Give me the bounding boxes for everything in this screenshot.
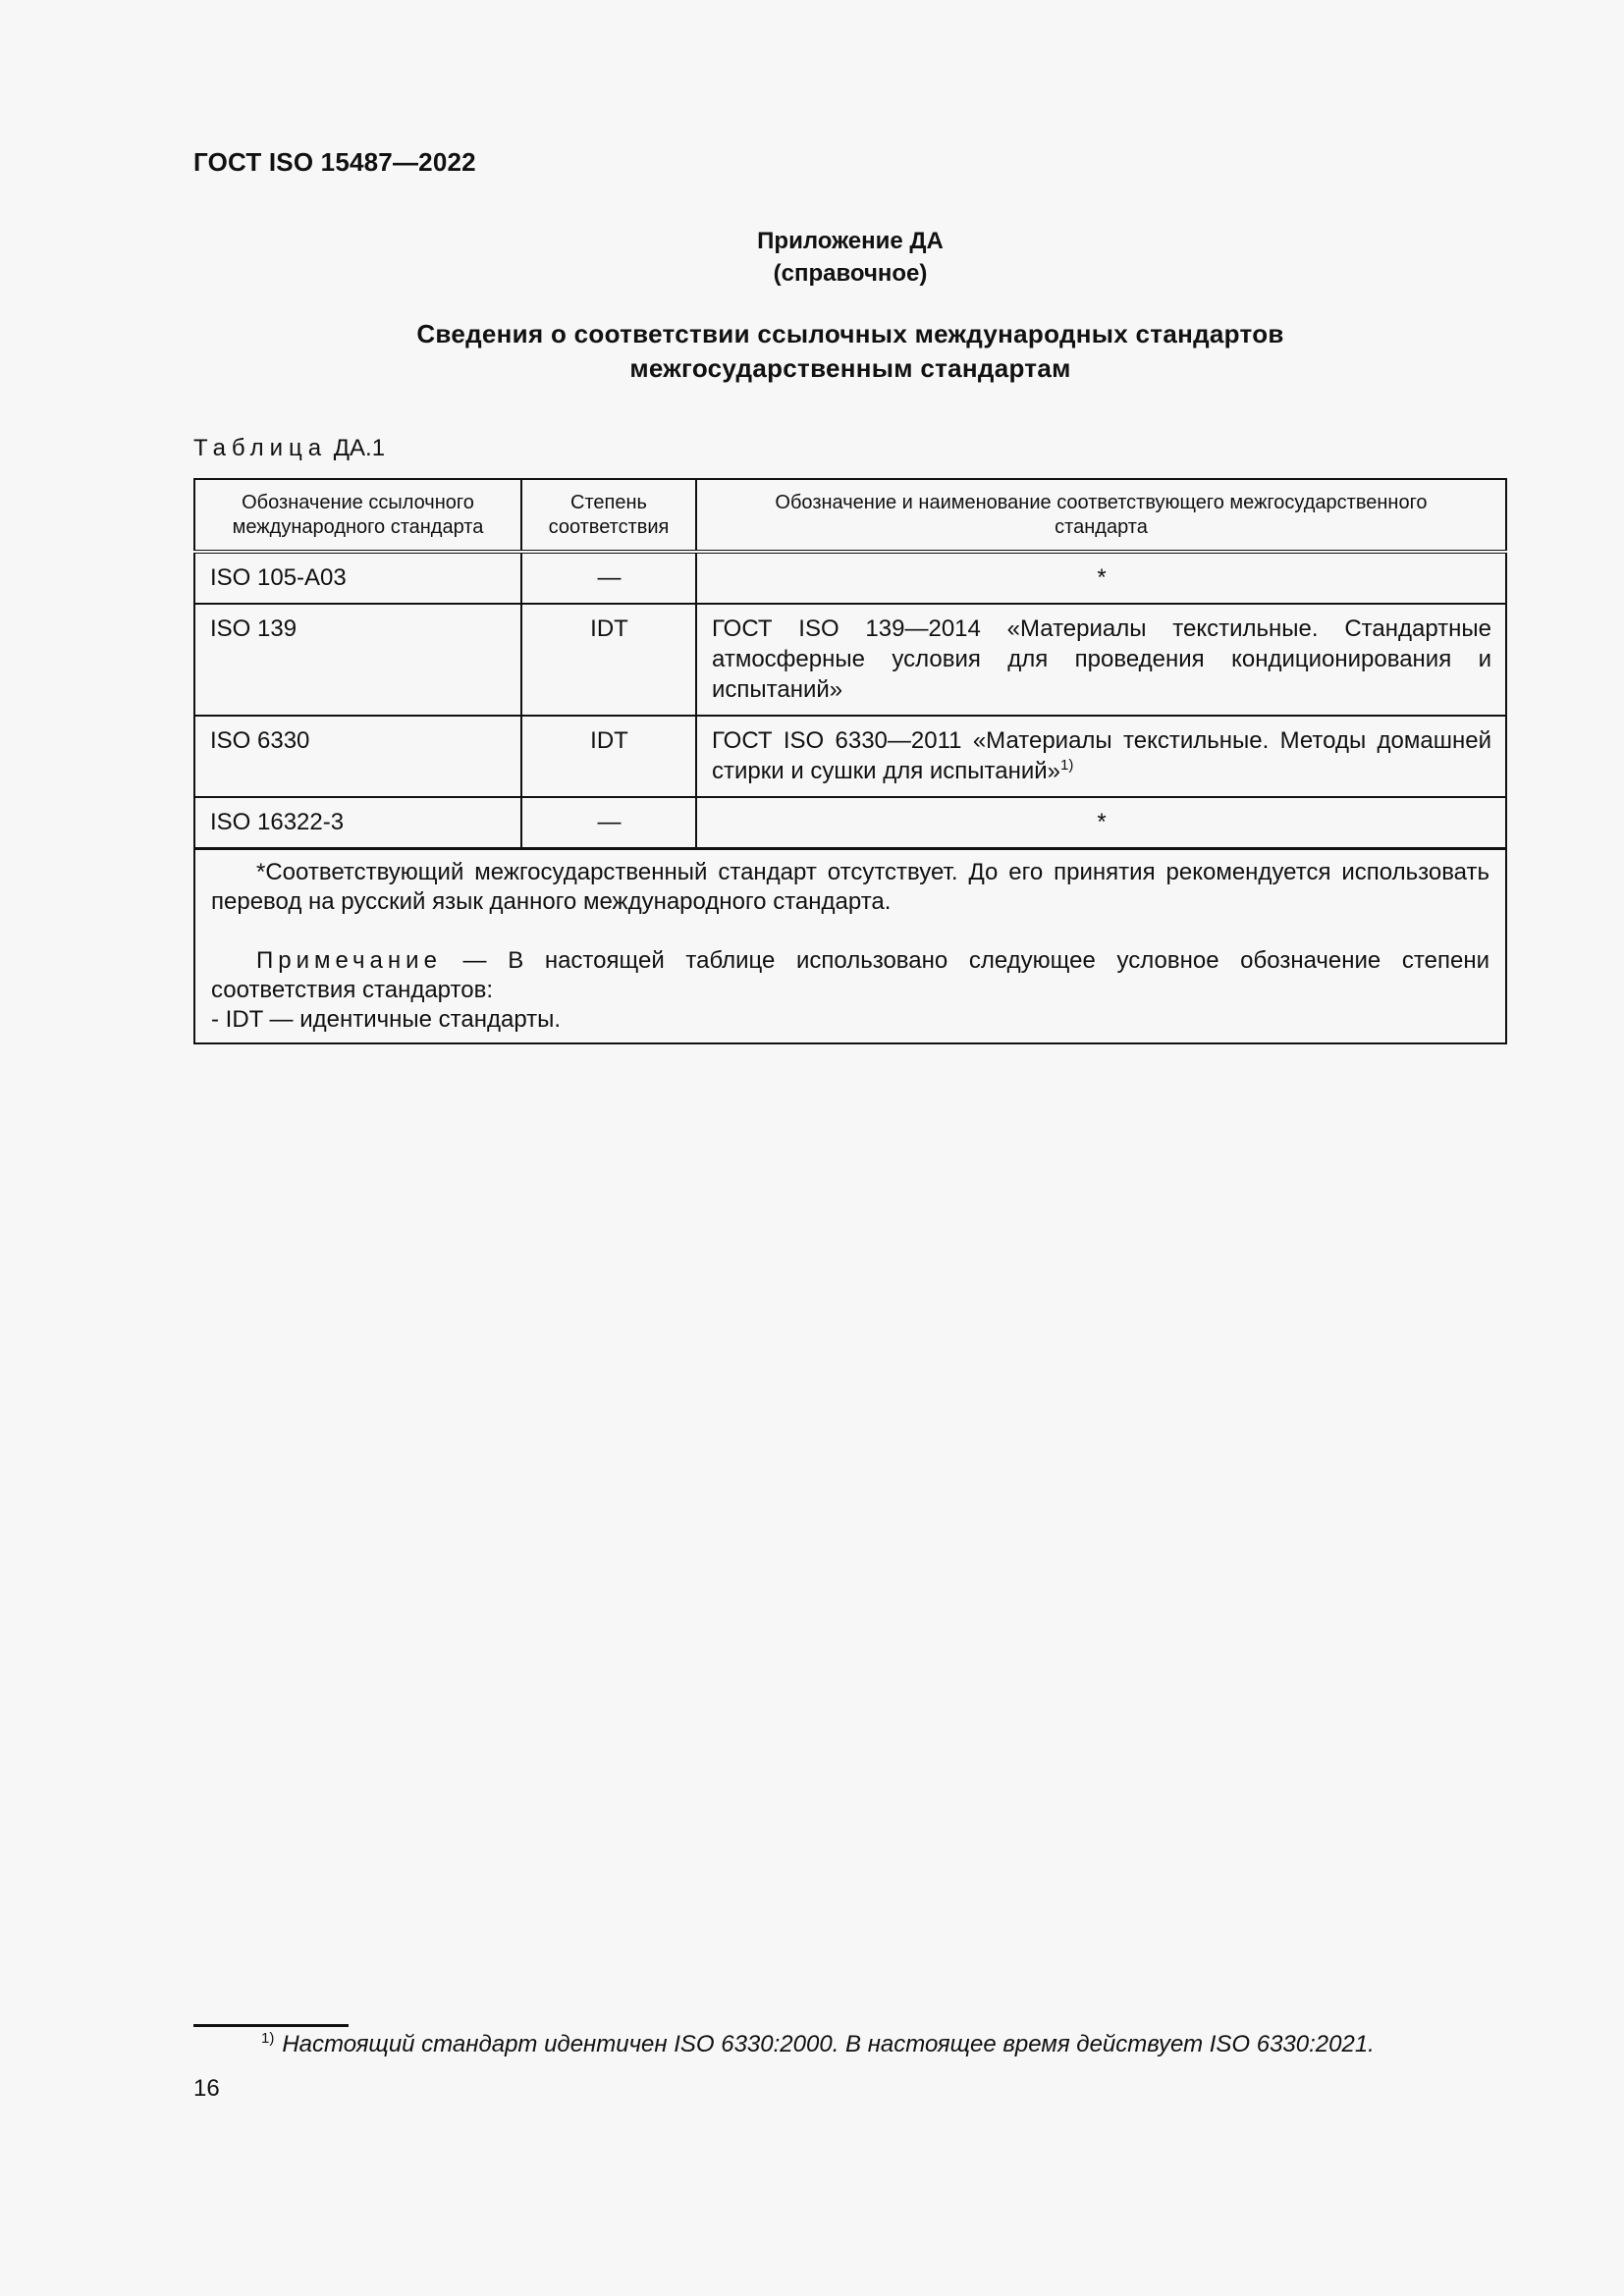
table-row [194, 797, 1506, 849]
table-label-number: ДА.1 [333, 435, 386, 461]
table-label [193, 435, 385, 462]
cell-degree: — [521, 797, 696, 849]
table-row [194, 604, 1506, 716]
appendix-title: Приложение ДА [757, 228, 944, 254]
footnote-text: Настоящий стандарт идентичен ISO 6330:2000. В настоящее время действует ISO 6330:2021. [282, 2031, 1375, 2057]
footnote-mark: 1) [261, 2030, 275, 2047]
note-label: Примечание [256, 947, 442, 974]
footnote-divider [193, 2024, 349, 2027]
cell-reference: ISO 105-A03 [194, 552, 521, 604]
cell-reference: ISO 6330 [194, 716, 521, 797]
table-notes [194, 849, 1506, 1044]
document-code: ГОСТ ISO 15487—2022 [193, 147, 476, 177]
table-row [194, 552, 1506, 604]
page-number: 16 [193, 2075, 220, 2102]
cell-interstate-standard [696, 716, 1506, 797]
cell-degree: — [521, 552, 696, 604]
footnote-reference: 1) [1060, 757, 1074, 774]
note-list-item: - IDT — идентичные стандарты. [211, 1006, 562, 1033]
cell-degree: IDT [521, 604, 696, 716]
note-text: — В настоящей таблице использовано следующее условное обозначение степени соответствия стандартов: [211, 947, 1489, 1003]
note-paragraph [211, 946, 1489, 1005]
table-label-word: Таблица [193, 435, 328, 461]
section-title [193, 317, 1507, 386]
asterisk-note: *Соответствующий межгосударственный стандарт отсутствует. До его принятия рекомендуется использовать перевод на русский язык данного международного стандарта. [211, 859, 1489, 915]
cell-interstate-standard: ГОСТ ISO 139—2014 «Материалы текстильные. Стандартные атмосферные условия для проведения кондиционирования и испытаний» [696, 604, 1506, 716]
cell-reference: ISO 16322-3 [194, 797, 521, 849]
header-degree: Степень соответствия [521, 479, 696, 552]
table-notes-row [194, 849, 1506, 1044]
table-header-row [194, 479, 1506, 552]
header-interstate-standard: Обозначение и наименование соответствующего межгосударственного стандарта [696, 479, 1506, 552]
standards-table [193, 478, 1507, 1044]
section-title-line2: межгосударственным стандартам [629, 353, 1071, 383]
section-title-line1: Сведения о соответствии ссылочных международных стандартов [416, 319, 1284, 348]
cell-interstate-standard-text: ГОСТ ISO 6330—2011 «Материалы текстильные. Методы домашней стирки и сушки для испытаний» [712, 727, 1491, 784]
footnote [261, 2031, 1375, 2058]
cell-reference: ISO 139 [194, 604, 521, 716]
table-row [194, 716, 1506, 797]
cell-degree: IDT [521, 716, 696, 797]
cell-interstate-standard: * [696, 552, 1506, 604]
cell-interstate-standard: * [696, 797, 1506, 849]
appendix-kind: (справочное) [773, 260, 928, 287]
header-reference-standard: Обозначение ссылочного международного стандарта [194, 479, 521, 552]
